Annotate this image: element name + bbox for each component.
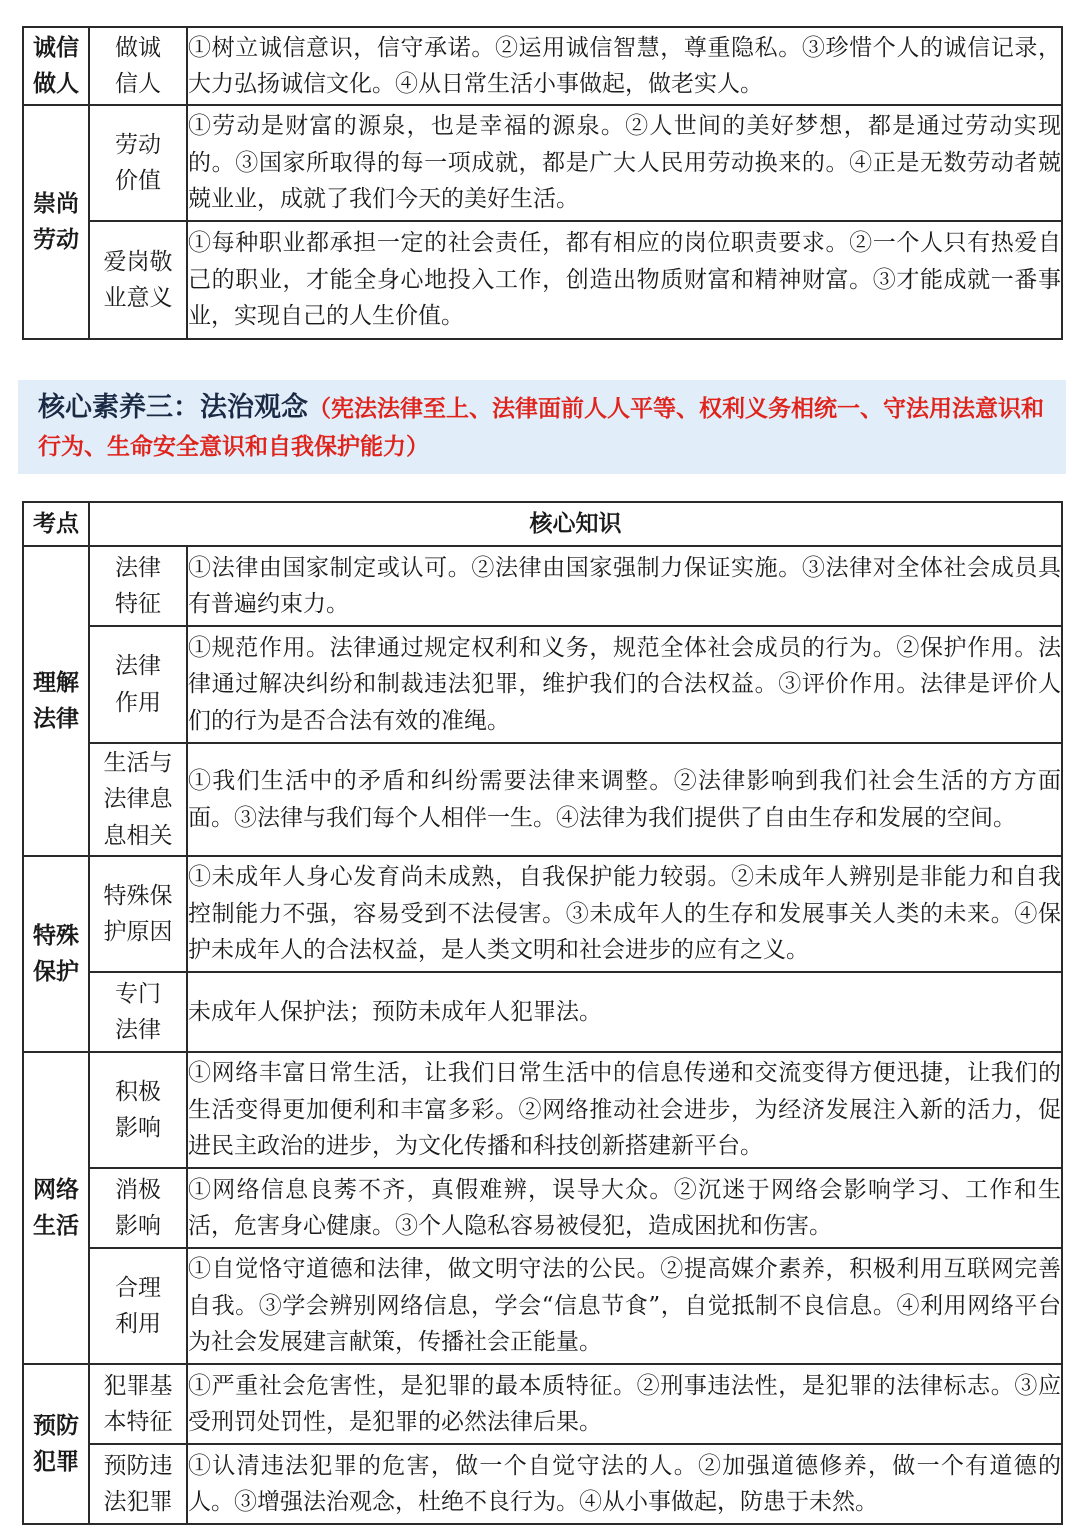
knowledge-cell: ①网络信息良莠不齐，真假难辨，误导大众。②沉迷于网络会影响学习、工作和生活，危害身心健康。③个人隐私容易被侵犯，造成困扰和伤害。 [187,1168,1062,1248]
section-banner [18,380,1066,474]
topic-cell: 特殊 保护 [23,856,89,1052]
subtopic-cell: 犯罪基 本特征 [89,1364,187,1444]
subtopic-cell: 合理 利用 [89,1248,187,1364]
topic-cell: 理解 法律 [23,546,89,856]
knowledge-cell: ①我们生活中的矛盾和纠纷需要法律来调整。②法律影响到我们社会生活的方方面面。③法律与我们每个人相伴一生。④法律为我们提供了自由生存和发展的空间。 [187,743,1062,856]
topic-cell: 诚信 做人 [23,27,89,105]
knowledge-cell: ①法律由国家制定或认可。②法律由国家强制力保证实施。③法律对全体社会成员具有普遍约束力。 [187,546,1062,626]
table-row [23,1248,1062,1364]
knowledge-cell: ①劳动是财富的源泉，也是幸福的源泉。②人世间的美好梦想，都是通过劳动实现的。③国家所取得的每一项成就，都是广大人民用劳动换来的。④正是无数劳动者兢兢业业，成就了我们今天的美好生活。 [187,105,1062,221]
subtopic-cell: 生活与 法律息 息相关 [89,743,187,856]
knowledge-cell: ①规范作用。法律通过规定权利和义务，规范全体社会成员的行为。②保护作用。法律通过解决纠纷和制裁违法犯罪，维护我们的合法权益。③评价作用。法律是评价人们的行为是否合法有效的准绳。 [187,626,1062,743]
table-row [23,743,1062,856]
knowledge-cell: ①自觉恪守道德和法律，做文明守法的公民。②提高媒介素养，积极利用互联网完善自我。③学会辨别网络信息，学会“信息节食”，自觉抵制不良信息。④利用网络平台为社会发展建言献策，传播社会正能量。 [187,1248,1062,1364]
table-row [23,972,1062,1052]
knowledge-table-rule-of-law [22,501,1063,1525]
table-row [23,1444,1062,1524]
table-row [23,1364,1062,1444]
table-row [23,1168,1062,1248]
subtopic-cell: 消极 影响 [89,1168,187,1248]
table-row [23,546,1062,626]
knowledge-cell: 未成年人保护法；预防未成年人犯罪法。 [187,972,1062,1052]
topic-cell: 预防 犯罪 [23,1364,89,1524]
subtopic-cell: 预防违 法犯罪 [89,1444,187,1524]
table-row [23,626,1062,743]
section-subtitle: （宪法法律至上、法律面前人人平等、权利义务相统一、守法用法意识和行为、生命安全意识和自我保护能力） [38,396,1044,460]
table-row [23,221,1062,339]
knowledge-cell: ①认清违法犯罪的危害，做一个自觉守法的人。②加强道德修养，做一个有道德的人。③增强法治观念，杜绝不良行为。④从小事做起，防患于未然。 [187,1444,1062,1524]
subtopic-cell: 法律 特征 [89,546,187,626]
knowledge-table-integrity-labor [22,26,1063,340]
table-row [23,856,1062,972]
table-row [23,1052,1062,1168]
subtopic-cell: 劳动 价值 [89,105,187,221]
header-col-knowledge: 核心知识 [89,502,1062,546]
knowledge-cell: ①网络丰富日常生活，让我们日常生活中的信息传递和交流变得方便迅捷，让我们的生活变得更加便利和丰富多彩。②网络推动社会进步，为经济发展注入新的活力，促进民主政治的进步，为文化传播和科技创新搭建新平台。 [187,1052,1062,1168]
topic-cell: 网络 生活 [23,1052,89,1364]
knowledge-cell: ①严重社会危害性，是犯罪的最本质特征。②刑事违法性，是犯罪的法律标志。③应受刑罚处罚性，是犯罪的必然法律后果。 [187,1364,1062,1444]
table-row [23,27,1062,105]
table-header-row [23,502,1062,546]
header-col-topic: 考点 [23,502,89,546]
topic-cell: 崇尚 劳动 [23,105,89,339]
subtopic-cell: 专门 法律 [89,972,187,1052]
subtopic-cell: 爱岗敬 业意义 [89,221,187,339]
section-title: 核心素养三：法治观念 [38,392,308,423]
subtopic-cell: 做诚 信人 [89,27,187,105]
subtopic-cell: 法律 作用 [89,626,187,743]
knowledge-cell: ①每种职业都承担一定的社会责任，都有相应的岗位职责要求。②一个人只有热爱自己的职业，才能全身心地投入工作，创造出物质财富和精神财富。③才能成就一番事业，实现自己的人生价值。 [187,221,1062,339]
subtopic-cell: 特殊保 护原因 [89,856,187,972]
table-row [23,105,1062,221]
knowledge-cell: ①树立诚信意识，信守承诺。②运用诚信智慧，尊重隐私。③珍惜个人的诚信记录，大力弘扬诚信文化。④从日常生活小事做起，做老实人。 [187,27,1062,105]
subtopic-cell: 积极 影响 [89,1052,187,1168]
knowledge-cell: ①未成年人身心发育尚未成熟，自我保护能力较弱。②未成年人辨别是非能力和自我控制能力不强，容易受到不法侵害。③未成年人的生存和发展事关人类的未来。④保护未成年人的合法权益，是人类文明和社会进步的应有之义。 [187,856,1062,972]
